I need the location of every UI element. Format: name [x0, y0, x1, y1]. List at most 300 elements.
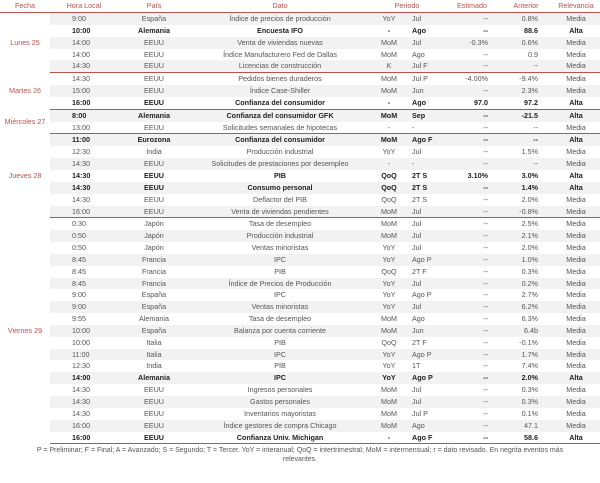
cell-pais: EEUU	[144, 170, 164, 180]
cell-dato: Consumo personal	[190, 182, 370, 194]
table-row	[0, 242, 600, 254]
cell-estimado: --	[444, 85, 500, 97]
cell-pais: Japón	[144, 243, 164, 253]
cell-periodo: -	[370, 122, 408, 134]
cell-hora: 9:00	[72, 290, 86, 300]
cell-pais: EEUU	[144, 194, 164, 204]
cell-anterior: 0.3%	[500, 396, 552, 408]
cell-periodo: MoM	[381, 314, 397, 324]
cell-periodo: YoY	[370, 301, 408, 313]
cell-hora: 14:30	[72, 170, 91, 180]
cell-dato: Venta de viviendas pendientes	[190, 206, 370, 218]
cell-estimado: --	[444, 158, 500, 170]
cell-hora: 0:50	[50, 230, 118, 242]
cell-periodo-mes: 2T S	[408, 182, 444, 194]
cell-dato: IPC	[190, 372, 370, 384]
cell-periodo-mes: Jul	[412, 243, 422, 253]
cell-dato: Producción industrial	[190, 230, 370, 242]
cell-dato: Encuesta IFO	[257, 25, 303, 35]
cell-pais: EEUU	[118, 158, 190, 170]
cell-relevancia: Media	[552, 254, 600, 266]
cell-relevancia: Media	[566, 266, 586, 276]
cell-periodo-mes: 1T	[412, 361, 421, 371]
cell-periodo-mes: 2T F	[412, 266, 427, 276]
cell-relevancia: Media	[552, 278, 600, 290]
cell-periodo: MoM	[370, 134, 408, 146]
cell-relevancia: Media	[552, 230, 600, 242]
cell-relevancia: Media	[552, 60, 600, 72]
cell-relevancia: Media	[566, 74, 586, 84]
cell-pais: España	[118, 325, 190, 337]
table-row	[0, 325, 600, 337]
table-row	[0, 134, 600, 146]
cell-pais: EEUU	[144, 49, 164, 59]
cell-estimado: --	[483, 314, 488, 324]
cell-periodo: MoM	[370, 109, 408, 121]
cell-relevancia: Media	[552, 301, 600, 313]
cell-periodo: YoY	[370, 372, 408, 384]
cell-dato: Índice gestores de compra Chicago	[190, 420, 370, 432]
day-label: Martes 26	[0, 73, 50, 110]
cell-periodo-mes: Jun	[408, 85, 444, 97]
cell-relevancia: Media	[566, 219, 586, 229]
cell-anterior: 0.3%	[521, 266, 538, 276]
cell-pais: EEUU	[118, 122, 190, 134]
cell-relevancia: Media	[566, 408, 586, 418]
cell-anterior: 7.4%	[521, 361, 538, 371]
table-row	[0, 206, 600, 218]
cell-anterior: 0.3%	[521, 385, 538, 395]
table-row	[0, 122, 600, 134]
cell-estimado: --	[444, 420, 500, 432]
cell-pais: Japón	[118, 230, 190, 242]
cell-periodo: YoY	[382, 147, 396, 157]
cell-hora: 8:45	[50, 254, 118, 266]
cell-pais: España	[141, 290, 167, 300]
cell-pais: España	[118, 301, 190, 313]
cell-relevancia: Media	[566, 361, 586, 371]
cell-dato: Índice Case-Shiller	[190, 85, 370, 97]
cell-dato: Balanza por cuenta corriente	[190, 325, 370, 337]
cell-periodo-mes: Jul	[408, 230, 444, 242]
cell-dato: Confianza del consumidor	[190, 97, 370, 109]
cell-relevancia: Alta	[569, 25, 583, 35]
cell-relevancia: Media	[552, 85, 600, 97]
cell-periodo: YoY	[370, 13, 408, 25]
cell-dato: Confianza del consumidor GFK	[190, 109, 370, 121]
cell-pais: EEUU	[118, 206, 190, 218]
cell-relevancia: Alta	[552, 372, 600, 384]
cell-anterior: --	[500, 134, 552, 146]
table-body	[0, 13, 600, 444]
cell-estimado: --	[444, 13, 500, 25]
cell-anterior: 1.7%	[500, 349, 552, 361]
cell-relevancia: Media	[566, 385, 586, 395]
table-row	[0, 218, 600, 230]
header-hora: Hora Local	[50, 0, 118, 13]
cell-anterior: -0.8%	[500, 206, 552, 218]
cell-periodo-mes: Ago F	[408, 134, 444, 146]
table-row	[0, 289, 600, 301]
cell-anterior: 2.0%	[521, 194, 538, 204]
cell-periodo: MoM	[370, 206, 408, 218]
cell-relevancia: Media	[552, 325, 600, 337]
table-row	[0, 13, 600, 25]
header-fecha: Fecha	[0, 0, 50, 13]
cell-periodo: QoQ	[370, 182, 408, 194]
cell-estimado: --	[444, 254, 500, 266]
table-row	[0, 73, 600, 85]
table-row	[0, 49, 600, 61]
cell-anterior: --	[500, 158, 552, 170]
cell-anterior: -9.4%	[519, 74, 538, 84]
cell-hora: 10:00	[50, 325, 118, 337]
cell-estimado: --	[483, 219, 488, 229]
table-row	[0, 432, 600, 444]
cell-hora: 14:30	[50, 60, 118, 72]
cell-anterior: -0.1%	[519, 337, 538, 347]
cell-periodo: QoQ	[381, 194, 397, 204]
cell-hora: 9:00	[50, 301, 118, 313]
cell-periodo: YoY	[370, 278, 408, 290]
cell-periodo-mes: Ago	[412, 314, 425, 324]
cell-estimado: --	[483, 361, 488, 371]
cell-periodo-mes: Jul	[412, 385, 422, 395]
cell-periodo-mes: Jul F	[408, 60, 444, 72]
cell-pais: EEUU	[144, 74, 164, 84]
cell-pais: Alemania	[118, 372, 190, 384]
header-periodo: Periodo	[370, 0, 444, 13]
cell-periodo: YoY	[382, 290, 396, 300]
cell-periodo: MoM	[381, 408, 397, 418]
cell-anterior: 2.0%	[500, 372, 552, 384]
cell-hora: 10:00	[72, 25, 91, 35]
table-row	[0, 25, 600, 37]
cell-estimado: --	[483, 243, 488, 253]
cell-hora: 14:30	[72, 408, 90, 418]
cell-pais: EEUU	[118, 85, 190, 97]
cell-hora: 14:30	[72, 194, 90, 204]
cell-hora: 12:30	[72, 147, 90, 157]
cell-pais: India	[146, 147, 162, 157]
day-label: Viernes 29	[0, 218, 50, 444]
cell-pais: EEUU	[144, 408, 164, 418]
cell-periodo-mes: 2T S	[412, 170, 428, 180]
cell-relevancia: Alta	[552, 109, 600, 121]
cell-anterior: 0.8%	[500, 13, 552, 25]
cell-hora: 9:00	[50, 13, 118, 25]
cell-periodo-mes: Jul P	[412, 408, 428, 418]
cell-dato: Ingresos personales	[247, 385, 313, 395]
table-row	[0, 349, 600, 361]
cell-estimado: --	[483, 194, 488, 204]
cell-hora: 10:00	[72, 337, 90, 347]
cell-periodo: MoM	[370, 85, 408, 97]
cell-periodo-mes: -	[408, 158, 444, 170]
cell-anterior: 2.7%	[521, 290, 538, 300]
cell-hora: 11:00	[50, 134, 118, 146]
cell-hora: 8:00	[50, 109, 118, 121]
cell-relevancia: Media	[552, 37, 600, 49]
cell-anterior: 1.5%	[521, 147, 538, 157]
cell-periodo-mes: Jul	[408, 37, 444, 49]
cell-pais: Alemania	[138, 25, 170, 35]
cell-dato: Licencias de construcción	[190, 60, 370, 72]
table-row	[0, 230, 600, 242]
cell-hora: 14:00	[72, 49, 90, 59]
cell-estimado: --	[444, 432, 500, 444]
table-row	[0, 85, 600, 97]
cell-relevancia: Alta	[552, 432, 600, 444]
cell-relevancia: Alta	[552, 134, 600, 146]
cell-periodo-mes: Ago	[412, 49, 425, 59]
header-pais: País	[118, 0, 190, 13]
cell-pais: EEUU	[118, 60, 190, 72]
cell-dato: IPC	[274, 290, 286, 300]
cell-hora: 0:50	[72, 243, 86, 253]
cell-pais: Italia	[146, 337, 162, 347]
cell-pais: EEUU	[118, 420, 190, 432]
table-row	[0, 170, 600, 182]
cell-dato: IPC	[190, 254, 370, 266]
cell-periodo: QoQ	[381, 170, 397, 180]
cell-periodo: MoM	[381, 385, 397, 395]
cell-hora: 14:30	[50, 158, 118, 170]
cell-periodo-mes: Jul	[412, 219, 422, 229]
cell-relevancia: Alta	[552, 97, 600, 109]
cell-periodo: MoM	[381, 219, 397, 229]
cell-anterior: 0.2%	[500, 278, 552, 290]
cell-anterior: 47.1	[500, 420, 552, 432]
cell-dato: Inventarios mayoristas	[244, 408, 316, 418]
cell-anterior: 97.2	[500, 97, 552, 109]
cell-relevancia: Media	[552, 206, 600, 218]
cell-periodo-mes: Ago	[412, 25, 426, 35]
cell-anterior: -21.5	[500, 109, 552, 121]
cell-relevancia: Alta	[569, 170, 583, 180]
cell-hora: 9:55	[72, 314, 86, 324]
cell-estimado: --	[444, 372, 500, 384]
table-row	[0, 254, 600, 266]
cell-hora: 16:00	[50, 432, 118, 444]
cell-estimado: --	[444, 206, 500, 218]
table-row	[0, 194, 600, 206]
cell-dato: Producción industrial	[246, 147, 314, 157]
cell-dato: Solicitudes de prestaciones por desempleo	[190, 158, 370, 170]
cell-anterior: 0.6%	[500, 37, 552, 49]
cell-relevancia: Media	[552, 349, 600, 361]
cell-estimado: --	[483, 290, 488, 300]
cell-hora: 14:30	[72, 385, 90, 395]
cell-relevancia: Media	[552, 122, 600, 134]
header-dato: Dato	[190, 0, 370, 13]
cell-anterior: 2.3%	[500, 85, 552, 97]
cell-hora: 12:30	[72, 361, 90, 371]
cell-periodo-mes: 2T S	[412, 194, 428, 204]
cell-hora: 16:00	[50, 206, 118, 218]
cell-periodo: -	[370, 432, 408, 444]
cell-anterior: 2.1%	[500, 230, 552, 242]
cell-hora: 8:45	[50, 278, 118, 290]
cell-hora: 8:45	[72, 266, 86, 276]
cell-estimado: --	[444, 301, 500, 313]
table-row	[0, 158, 600, 170]
table-row	[0, 97, 600, 109]
cell-estimado: --	[483, 25, 488, 35]
cell-anterior: 2.5%	[521, 219, 538, 229]
cell-estimado: 3.10%	[467, 170, 488, 180]
cell-periodo: YoY	[370, 349, 408, 361]
header-relevancia: Relevancia	[552, 0, 600, 13]
cell-estimado: --	[483, 49, 488, 59]
cell-hora: 14:30	[50, 396, 118, 408]
cell-pais: Francia	[142, 266, 166, 276]
cell-periodo-mes: Jul	[408, 278, 444, 290]
cell-dato: Índice de Precios de Producción	[190, 278, 370, 290]
header-anterior: Anterior	[500, 0, 552, 13]
cell-anterior: 1.4%	[500, 182, 552, 194]
cell-pais: EEUU	[118, 396, 190, 408]
header-estimado: Estimado	[444, 0, 500, 13]
table-row	[0, 384, 600, 396]
cell-estimado: --	[444, 182, 500, 194]
cell-pais: EEUU	[118, 37, 190, 49]
cell-pais: Japón	[144, 219, 164, 229]
cell-pais: España	[118, 13, 190, 25]
cell-estimado: --	[444, 134, 500, 146]
cell-periodo: K	[370, 60, 408, 72]
cell-dato: Ventas minoristas	[251, 243, 309, 253]
cell-pais: Italia	[118, 349, 190, 361]
cell-dato: Pedidos bienes duraderos	[238, 74, 322, 84]
cell-periodo: YoY	[382, 361, 396, 371]
cell-dato: Tasa de desempleo	[248, 314, 312, 324]
cell-periodo: MoM	[381, 49, 397, 59]
table-row	[0, 360, 600, 372]
table-row	[0, 301, 600, 313]
table-row	[0, 266, 600, 278]
table-row	[0, 337, 600, 349]
cell-hora: 14:00	[50, 372, 118, 384]
cell-relevancia: Media	[566, 243, 586, 253]
cell-estimado: --	[483, 337, 488, 347]
table-row	[0, 109, 600, 121]
cell-periodo: -	[387, 25, 391, 35]
cell-periodo-mes: Jul P	[412, 74, 428, 84]
cell-anterior: 6.4b	[500, 325, 552, 337]
cell-dato: PIB	[274, 266, 286, 276]
cell-relevancia: Media	[566, 147, 586, 157]
cell-pais: EEUU	[118, 432, 190, 444]
cell-relevancia: Media	[552, 13, 600, 25]
table-row	[0, 278, 600, 290]
cell-hora: 11:00	[50, 349, 118, 361]
cell-relevancia: Media	[566, 314, 586, 324]
cell-periodo-mes: Ago	[408, 420, 444, 432]
cell-dato: Tasa de desempleo	[248, 219, 312, 229]
cell-dato: Gastos personales	[190, 396, 370, 408]
cell-estimado: --	[483, 266, 488, 276]
cell-periodo-mes: Ago P	[408, 349, 444, 361]
day-label: Lunes 25	[0, 13, 50, 73]
table-row	[0, 182, 600, 194]
cell-hora: 16:00	[50, 420, 118, 432]
cell-periodo: MoM	[370, 37, 408, 49]
cell-dato: PIB	[274, 170, 286, 180]
cell-periodo-mes: Ago F	[408, 432, 444, 444]
cell-periodo: YoY	[370, 254, 408, 266]
cell-hora: 16:00	[50, 97, 118, 109]
cell-relevancia: Media	[552, 396, 600, 408]
cell-estimado: --	[483, 408, 488, 418]
cell-hora: 14:00	[50, 37, 118, 49]
cell-dato: PIB	[274, 337, 286, 347]
cell-estimado: --	[444, 230, 500, 242]
cell-periodo-mes: Jul	[408, 301, 444, 313]
cell-periodo: MoM	[370, 396, 408, 408]
table-row	[0, 372, 600, 384]
cell-periodo: QoQ	[381, 337, 397, 347]
cell-periodo-mes: Ago P	[408, 254, 444, 266]
cell-relevancia: Media	[566, 49, 586, 59]
cell-estimado: -4.00%	[465, 74, 488, 84]
cell-periodo-mes: Ago	[408, 97, 444, 109]
cell-hora: 15:00	[50, 85, 118, 97]
cell-estimado: --	[483, 385, 488, 395]
cell-periodo-mes: -	[408, 122, 444, 134]
cell-pais: EEUU	[144, 385, 164, 395]
cell-dato: Solicitudes semanales de hipotecas	[190, 122, 370, 134]
cell-hora: 14:30	[50, 182, 118, 194]
cell-pais: Alemania	[118, 109, 190, 121]
cell-pais: EEUU	[118, 97, 190, 109]
cell-anterior: 1.0%	[500, 254, 552, 266]
cell-estimado: --	[444, 122, 500, 134]
cell-anterior: 2.0%	[521, 243, 538, 253]
cell-periodo: MoM	[370, 420, 408, 432]
cell-relevancia: Media	[566, 194, 586, 204]
cell-dato: Índice Manufacturero Fed de Dallas	[223, 49, 337, 59]
cell-pais: India	[146, 361, 162, 371]
cell-dato: Venta de viviendas nuevas	[190, 37, 370, 49]
cell-dato: IPC	[190, 349, 370, 361]
cell-estimado: --	[444, 396, 500, 408]
cell-anterior: 88.6	[524, 25, 538, 35]
day-label: Jueves 28	[0, 134, 50, 218]
cell-relevancia: Media	[566, 337, 586, 347]
cell-estimado: --	[444, 349, 500, 361]
cell-relevancia: Media	[552, 158, 600, 170]
table-row	[0, 313, 600, 325]
cell-periodo-mes: Jul	[408, 396, 444, 408]
footnote: P = Preliminar; F = Final; A = Avanzado; S = Segundo; T = Tercer. YoY = interanual; QoQ = intertrimestral; MoM = intermensual; r = dato revisado. En negrita eventos más relevantes.	[36, 447, 564, 464]
cell-dato: Índice de precios de producción	[190, 13, 370, 25]
cell-anterior: 0.1%	[521, 408, 538, 418]
table-row	[0, 146, 600, 158]
cell-estimado: --	[444, 109, 500, 121]
cell-pais: Francia	[118, 254, 190, 266]
day-label: Miércoles 27	[0, 109, 50, 134]
cell-periodo-mes: Jul	[408, 13, 444, 25]
cell-hora: 0:30	[72, 219, 86, 229]
cell-estimado: --	[444, 60, 500, 72]
cell-periodo-mes: Jul	[412, 147, 422, 157]
cell-periodo-mes: Jul	[408, 206, 444, 218]
cell-dato: Ventas minoristas	[190, 301, 370, 313]
cell-periodo-mes: Ago P	[408, 372, 444, 384]
cell-periodo-mes: 2T F	[412, 337, 427, 347]
cell-pais: Francia	[118, 278, 190, 290]
